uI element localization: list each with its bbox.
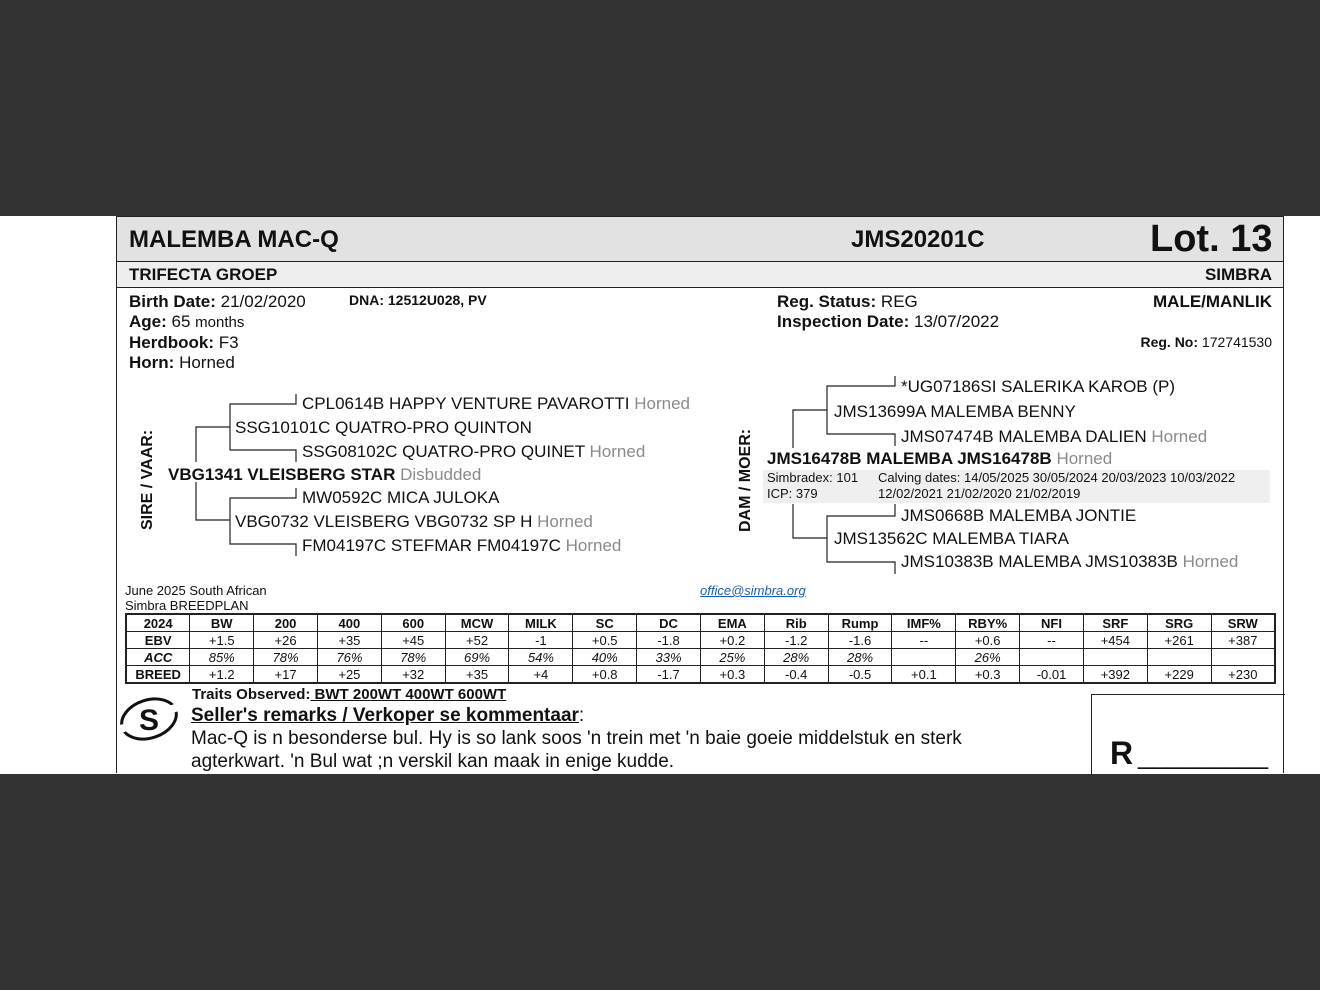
ebv-header-cell: BW	[190, 614, 254, 632]
ebv-cell: +1.2	[190, 666, 254, 684]
ebv-cell: -0.01	[1020, 666, 1084, 684]
ebv-cell: 28%	[764, 649, 828, 666]
dam-sire: JMS13699A MALEMBA BENNY	[834, 402, 1076, 421]
remarks-heading: Seller's remarks / Verkoper se kommentaar:	[191, 705, 585, 726]
calving-dates-1: Calving dates: 14/05/2025 30/05/2024 20/03/2023 10/03/2022	[878, 470, 1236, 485]
ebv-row-ebv	[126, 632, 1275, 649]
ebv-header-cell: SRW	[1211, 614, 1275, 632]
ebv-cell: +0.3	[956, 666, 1020, 684]
ebv-cell: 40%	[573, 649, 637, 666]
reg-status: Reg. Status: REG	[777, 292, 918, 311]
ebv-cell: 85%	[190, 649, 254, 666]
age: Age: 65 months	[129, 312, 245, 331]
sire-label: SIRE / VAAR:	[139, 429, 156, 530]
animal-code: JMS20201C	[851, 226, 985, 253]
calving-dates-2: 12/02/2021 21/02/2020 21/02/2019	[878, 486, 1081, 501]
ebv-cell: -1.7	[637, 666, 701, 684]
lot-number: Lot. 13	[1150, 218, 1273, 260]
ebv-cell: -1.2	[764, 632, 828, 649]
ebv-cell: 26%	[956, 649, 1020, 666]
ebv-cell: +25	[317, 666, 381, 684]
ebv-row-breed	[126, 666, 1275, 684]
sire-sire-sire: CPL0614B HAPPY VENTURE PAVAROTTI Horned	[302, 394, 691, 413]
ebv-cell	[1211, 649, 1275, 666]
dam-sire-dam: JMS07474B MALEMBA DALIEN Horned	[901, 427, 1208, 446]
ebv-cell: 69%	[445, 649, 509, 666]
ebv-cell: +0.3	[700, 666, 764, 684]
dam-dam: JMS13562C MALEMBA TIARA	[834, 529, 1069, 548]
birth-date: Birth Date: 21/02/2020	[129, 292, 306, 311]
ebv-cell: -0.5	[828, 666, 892, 684]
ebv-cell: 78%	[381, 649, 445, 666]
ebv-header-cell: SRG	[1147, 614, 1211, 632]
ebv-cell: +52	[445, 632, 509, 649]
ebv-header-cell: IMF%	[892, 614, 956, 632]
result-line[interactable]: _________	[1138, 740, 1269, 770]
remarks-line2: agterkwart. 'n Bul wat ;n verskil kan maak in enige kudde.	[191, 751, 675, 772]
ebv-header-cell: 400	[317, 614, 381, 632]
ebv-cell: +35	[445, 666, 509, 684]
dam-label: DAM / MOER:	[737, 428, 754, 532]
ebv-cell: +392	[1083, 666, 1147, 684]
breedplan-line1: June 2025 South African	[125, 583, 267, 598]
sire-name: VBG1341 VLEISBERG STAR Disbudded	[168, 465, 482, 484]
ebv-cell: -1	[509, 632, 573, 649]
ebv-cell: +0.5	[573, 632, 637, 649]
dam-sire-sire: *UG07186SI SALERIKA KAROB (P)	[901, 377, 1176, 396]
dam-dam-sire: JMS0668B MALEMBA JONTIE	[901, 506, 1137, 525]
ebv-header-cell: 2024	[126, 614, 190, 632]
sire-dam-dam: FM04197C STEFMAR FM04197C Horned	[302, 536, 622, 555]
ebv-header-cell: SRF	[1083, 614, 1147, 632]
ebv-cell: +454	[1083, 632, 1147, 649]
ebv-cell: +45	[381, 632, 445, 649]
ebv-header-cell: DC	[637, 614, 701, 632]
ebv-cell: +0.6	[956, 632, 1020, 649]
ebv-cell	[1147, 649, 1211, 666]
ebv-cell	[1020, 649, 1084, 666]
sire-dam-sire: MW0592C MICA JULOKA	[302, 488, 500, 507]
ebv-cell: -1.6	[828, 632, 892, 649]
simbradex: Simbradex: 101	[767, 470, 859, 485]
ebv-cell: +26	[254, 632, 318, 649]
ebv-header-cell: Rump	[828, 614, 892, 632]
ebv-cell: 54%	[509, 649, 573, 666]
ebv-row-label: ACC	[126, 649, 190, 666]
ebv-row-acc	[126, 649, 1275, 666]
ebv-cell: 33%	[637, 649, 701, 666]
ebv-cell: 76%	[317, 649, 381, 666]
ebv-header-cell: MILK	[509, 614, 573, 632]
dam-dam-dam: JMS10383B MALEMBA JMS10383B Horned	[901, 552, 1239, 571]
ebv-row-label: EBV	[126, 632, 190, 649]
ebv-table	[125, 613, 1276, 684]
sire-sire-dam: SSG08102C QUATRO-PRO QUINET Horned	[302, 442, 646, 461]
ebv-header-row	[126, 614, 1275, 632]
email-link[interactable]: office@simbra.org	[700, 583, 806, 598]
ebv-header-cell: EMA	[700, 614, 764, 632]
herdbook: Herdbook: F3	[129, 333, 239, 352]
ebv-cell: +17	[254, 666, 318, 684]
result-label: R	[1110, 735, 1134, 771]
ebv-cell: --	[892, 632, 956, 649]
animal-name: MALEMBA MAC-Q	[129, 226, 339, 253]
breedplan-line2: Simbra BREEDPLAN	[125, 598, 249, 613]
ebv-header-cell: SC	[573, 614, 637, 632]
ebv-cell: +387	[1211, 632, 1275, 649]
ebv-cell: -0.4	[764, 666, 828, 684]
ebv-cell: +1.5	[190, 632, 254, 649]
breed-name: SIMBRA	[1204, 265, 1272, 284]
traits-observed: Traits Observed: BWT 200WT 400WT 600WT	[192, 686, 507, 703]
ebv-cell	[892, 649, 956, 666]
ebv-cell: 78%	[254, 649, 318, 666]
dam-name: JMS16478B MALEMBA JMS16478B Horned	[767, 449, 1113, 468]
logo-letter: S	[138, 704, 160, 737]
icp: ICP: 379	[767, 486, 818, 501]
ebv-row-label: BREED	[126, 666, 190, 684]
inspection-date: Inspection Date: 13/07/2022	[777, 312, 1000, 331]
ebv-header-cell: NFI	[1020, 614, 1084, 632]
sex: MALE/MANLIK	[1153, 292, 1272, 311]
ebv-cell: +35	[317, 632, 381, 649]
ebv-cell: +0.1	[892, 666, 956, 684]
ebv-cell: --	[1020, 632, 1084, 649]
ebv-header-cell: 600	[381, 614, 445, 632]
ebv-cell: 28%	[828, 649, 892, 666]
ebv-header-cell: 200	[254, 614, 318, 632]
ebv-cell: -1.8	[637, 632, 701, 649]
group-name: TRIFECTA GROEP	[129, 265, 278, 284]
ebv-cell: +0.8	[573, 666, 637, 684]
ebv-cell: +4	[509, 666, 573, 684]
simbra-logo-icon	[117, 692, 183, 746]
ebv-cell: +0.2	[700, 632, 764, 649]
sire-dam: VBG0732 VLEISBERG VBG0732 SP H Horned	[235, 512, 593, 531]
horn: Horn: Horned	[129, 353, 235, 372]
ebv-cell: +32	[381, 666, 445, 684]
dna-info: DNA: 12512U028, PV	[349, 292, 487, 308]
ebv-cell: 25%	[700, 649, 764, 666]
ebv-cell: +229	[1147, 666, 1211, 684]
catalogue-sheet	[0, 216, 1320, 774]
ebv-cell	[1083, 649, 1147, 666]
ebv-header-cell: Rib	[764, 614, 828, 632]
reg-no: Reg. No: 172741530	[1140, 334, 1272, 350]
ebv-cell: +230	[1211, 666, 1275, 684]
ebv-cell: +261	[1147, 632, 1211, 649]
ebv-header-cell: RBY%	[956, 614, 1020, 632]
sire-sire: SSG10101C QUATRO-PRO QUINTON	[235, 418, 532, 437]
remarks-line1: Mac-Q is n besonderse bul. Hy is so lank soos 'n trein met 'n baie goeie middelstuk en sterk	[191, 728, 962, 749]
ebv-header-cell: MCW	[445, 614, 509, 632]
